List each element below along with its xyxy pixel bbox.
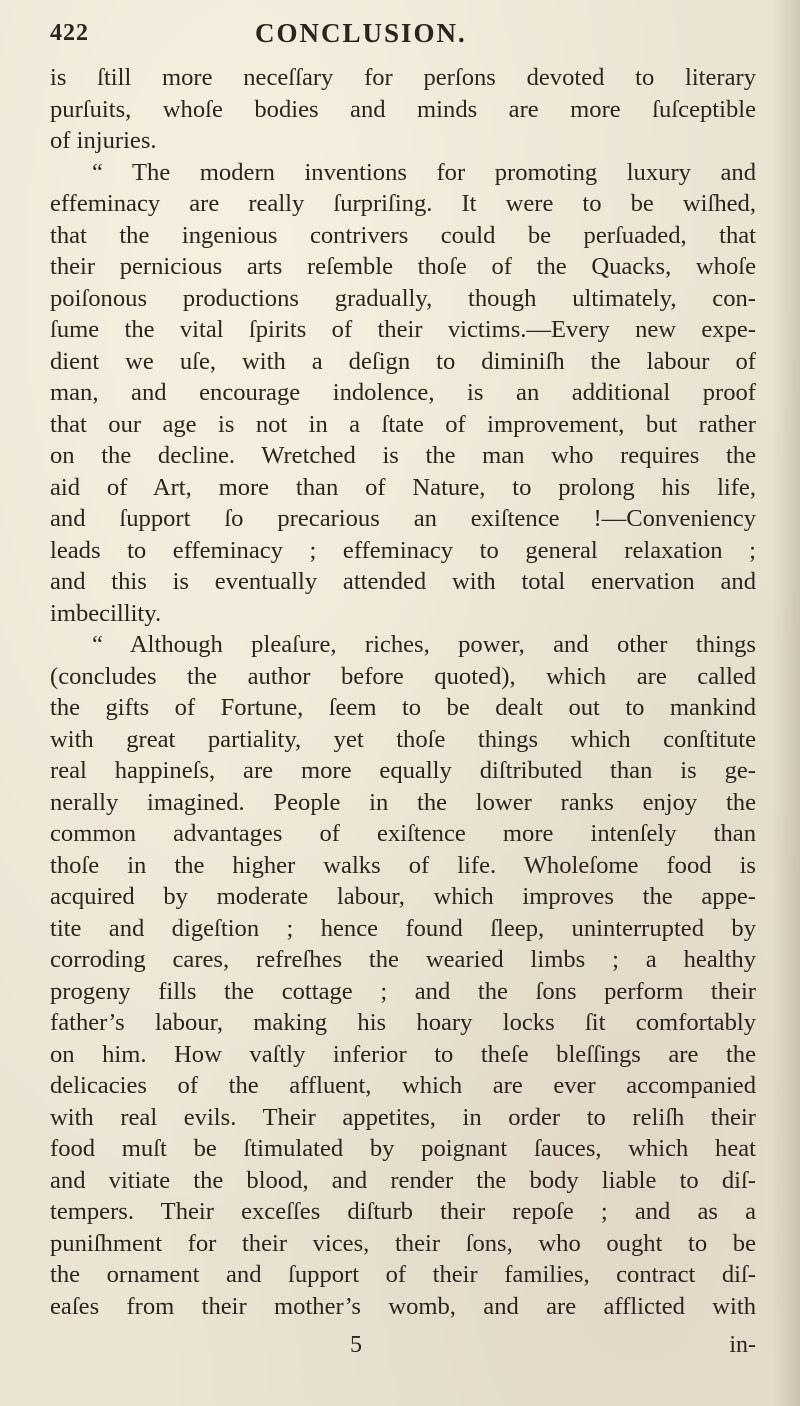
text-line: progeny fills the cottage ; and the ſons perform their [50,977,756,1005]
page-number: 422 [50,20,89,46]
text-line: and this is eventually attended with total enervation and [50,568,756,595]
text-line: imbecillity. [50,599,162,627]
text-line: poiſonous productions gradually, though ultimately, con- [50,284,756,312]
text-line: common advantages of exiſtence more intenſely than [50,820,756,847]
chapter-title: CONCLUSION. [255,18,467,48]
text-line: “ The modern inventions for promoting luxury and [92,158,756,186]
text-line: leads to effeminacy ; effeminacy to general relaxation ; [50,536,756,564]
text-line: “ Although pleaſure, riches, power, and other things [92,631,756,658]
text-line: that our age is not in a ſtate of improvement, but rather [50,410,756,438]
text-line: puniſhment for their vices, their ſons, who ought to be [50,1229,756,1257]
text-line: eaſes from their mother’s womb, and are afflicted with [50,1292,756,1320]
text-line: (concludes the author before quoted), which are called [50,662,756,690]
text-line: man, and encourage indolence, is an additional proof [50,379,756,406]
body-text [50,62,756,1322]
text-line: aid of Art, more than of Nature, to prolong his life, [50,473,756,501]
text-line: effeminacy are really ſurpriſing. It were to be wiſhed, [50,190,756,217]
page-edge-shadow [772,0,800,1406]
catchword: in- [729,1332,756,1358]
text-line: acquired by moderate labour, which improves the appe- [50,883,756,910]
text-line: ſume the vital ſpirits of their victims.—Every new expe- [50,316,756,343]
signature-mark: 5 [350,1332,362,1358]
text-line: dient we uſe, with a deſign to diminiſh the labour of [50,347,756,375]
text-line: delicacies of the affluent, which are ever accompanied [50,1072,756,1099]
text-line: real happineſs, are more equally diſtributed than is ge- [50,757,756,784]
text-line: tempers. Their exceſſes diſturb their repoſe ; and as a [50,1198,756,1225]
text-line: and vitiate the blood, and render the body liable to diſ- [50,1166,756,1194]
text-line: and ſupport ſo precarious an exiſtence !—Conveniency [50,505,756,532]
page-footer [50,1332,756,1364]
text-line: father’s labour, making his hoary locks ſit comfortably [50,1009,756,1036]
text-line: of injuries. [50,127,157,154]
text-line: their pernicious arts reſemble thoſe of the Quacks, whoſe [50,253,756,280]
text-line: that the ingenious contrivers could be perſuaded, that [50,221,756,249]
text-line: is ſtill more neceſſary for perſons devoted to literary [50,64,756,91]
text-line: the gifts of Fortune, ſeem to be dealt out to mankind [50,694,756,721]
text-line: the ornament and ſupport of their families, contract diſ- [50,1261,756,1288]
text-line: nerally imagined. People in the lower ranks enjoy the [50,788,756,816]
text-line: on him. How vaſtly inferior to theſe bleſſings are the [50,1040,756,1068]
text-line: with real evils. Their appetites, in order to reliſh their [50,1103,756,1131]
text-line: corroding cares, refreſhes the wearied limbs ; a healthy [50,946,756,973]
running-head [50,14,750,54]
text-line: with great partiality, yet thoſe things which conſtitute [50,725,756,753]
text-line: tite and digeſtion ; hence found ſleep, uninterrupted by [50,914,756,942]
text-line: on the decline. Wretched is the man who requires the [50,442,756,469]
text-line: thoſe in the higher walks of life. Wholeſome food is [50,851,756,879]
text-line: purſuits, whoſe bodies and minds are more ſuſceptible [50,95,756,123]
text-line: food muſt be ſtimulated by poignant ſauces, which heat [50,1135,756,1162]
